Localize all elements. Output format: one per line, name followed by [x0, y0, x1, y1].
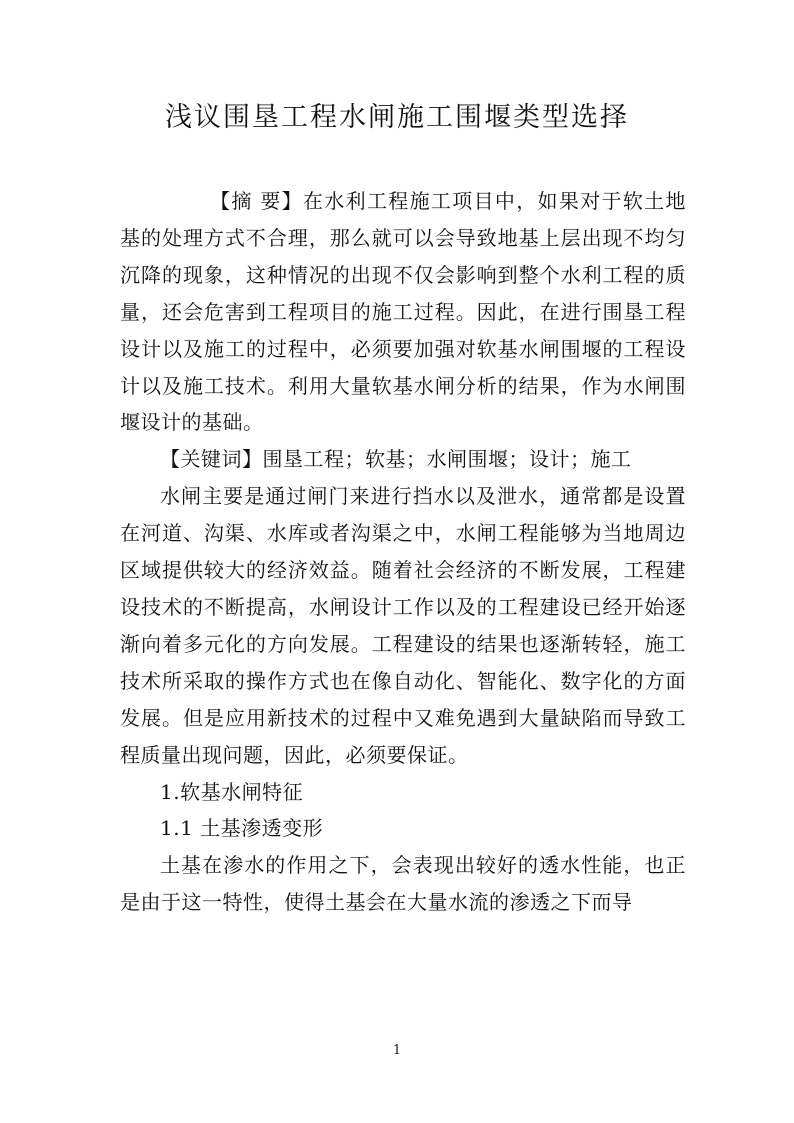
body-paragraph: 水闸主要是通过闸门来进行挡水以及泄水，通常都是设置在河道、沟渠、水库或者沟渠之中，水闸工程能够为当地周边区域提供较大的经济效益。随着社会经济的不断发展，工程建设技术的不断提高，水闸设计工作以及的工程建设已经开始逐渐向着多元化的方向发展。工程建设的结果也逐渐转轻，施工技术所采取的操作方式也在像自动化、智能化、数字化的方面发展。但是应用新技术的过程中又难免遇到大量缺陷而导致工程质量出现问题，因此，必须要保证。	[120, 484, 686, 767]
keywords-paragraph: 【关键词】围垦工程；软基；水闸围堰；设计；施工	[160, 447, 632, 472]
section-heading: 1.软基水闸特征	[160, 779, 304, 804]
subsection-heading: 1.1 土基渗透变形	[160, 816, 324, 841]
page-number: 1	[392, 1043, 402, 1058]
document-title: 浅议围垦工程水闸施工围堰类型选择	[165, 102, 629, 133]
abstract-paragraph: 【摘 要】在水利工程施工项目中，如果对于软土地基的处理方式不合理，那么就可以会导致地基上层出现不均匀沉降的现象，这种情况的出现不仅会影响到整个水利工程的质量，还会危害到工程项目的施工过程。因此，在进行围垦工程设计以及施工的过程中，必须要加强对软基水闸围堰的工程设计以及施工技术。利用大量软基水闸分析的结果，作为水闸围堰设计的基础。	[120, 189, 686, 435]
body-paragraph: 土基在渗水的作用之下，会表现出较好的透水性能，也正是由于这一特性，使得土基会在大量水流的渗透之下而导	[120, 853, 686, 915]
document-body	[120, 183, 686, 921]
